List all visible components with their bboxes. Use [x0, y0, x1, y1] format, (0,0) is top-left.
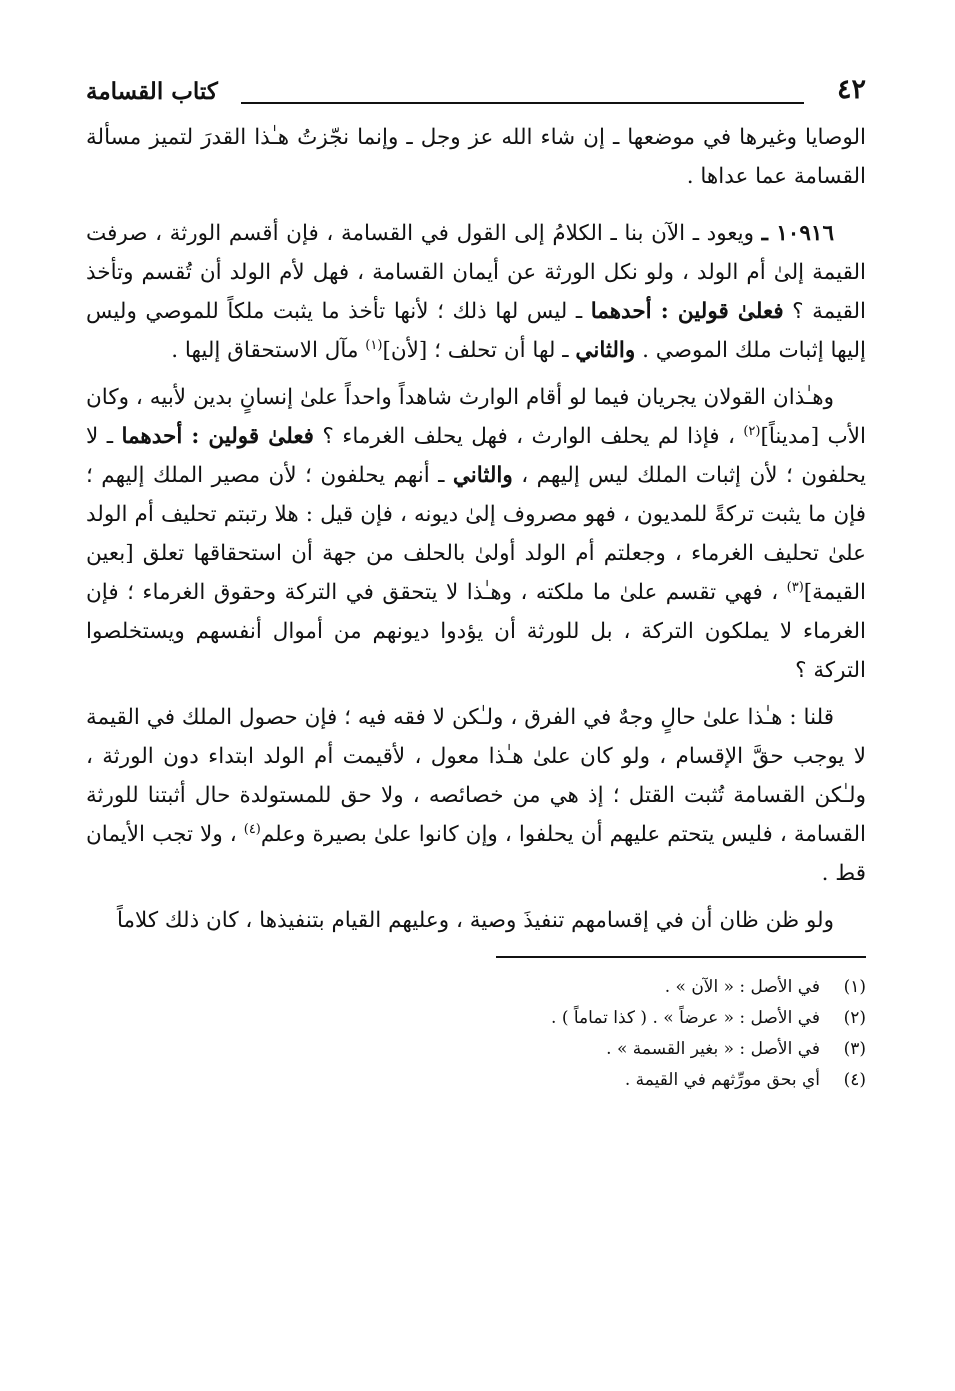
- bold-text: فعلىٰ قولين : أحدهما: [590, 299, 784, 324]
- text-run: ، فهي تقسم علىٰ ما ملكته ، وهـٰذا لا يتحقق في التركة وحقوق الغرماء ؛ فإن الغرماء لا يملكون التركة ، بل للورثة أن يؤدوا ديونهم من أموال أنفسهم ويستخلصوا التركة ؟: [86, 580, 866, 683]
- paragraph-continuation: [86, 118, 866, 196]
- paragraph-two-opinions: [86, 378, 866, 690]
- footnote-text: أي بحق مورِّثهم في القيمة .: [624, 1070, 820, 1090]
- footnote-text: في الأصل : « عرضاً » . ( كذا تماماً ) .: [551, 1008, 820, 1028]
- footnote-ref: (٢): [743, 423, 761, 439]
- footnote-text: في الأصل : « بغير القسمة » .: [606, 1039, 820, 1059]
- footnote-item: [86, 1003, 866, 1034]
- footnote-ref: (١): [365, 337, 383, 353]
- running-title: كتاب القسامة: [86, 78, 218, 105]
- footnote-item: [86, 1034, 866, 1065]
- footnote-ref: (٤): [243, 821, 261, 837]
- footnote-ref: (٣): [786, 579, 804, 595]
- text-run: قلنا : هـٰذا علىٰ حالٍ وجهٌ في الفرق ، ولـٰكن لا فقه فيه ؛ فإن حصول الملك في القيمة لا يوجب حقَّ الإقسام ، ولو كان علىٰ هـٰذا معول ، لأقيمت أم الولد ابتداء دون الورثة ، ولـٰكن القسامة تُثبت القتل ؛ إذ هي من خصائصه ، ولا حق للمستولدة حال أثبتنا للورثة القسامة ، فليس يتحتم عليهم أن يحلفوا ، وإن كانوا علىٰ بصيرة وعلم: [86, 705, 866, 847]
- footnote-number: (٤): [843, 1070, 866, 1090]
- book-page: [86, 70, 866, 1096]
- bold-text: والثاني: [575, 338, 636, 363]
- footnote-item: [86, 1065, 866, 1096]
- text-run: الوصايا وغيرها في موضعها ـ إن شاء الله عز وجل ـ وإنما نجّزتُ هـٰذا القدرَ لتميز مسألة القسامة عما عداها .: [86, 125, 866, 189]
- page-header: [86, 70, 866, 110]
- text-run: ـ أنهم يحلفون ؛ لأن مصير الملك إليهم ؛ فإن ما يثبت تركةً للمديون ، فهو مصروف إلىٰ ديونه ، فإن قيل : هلا رتبتم تحليف أم الولد علىٰ تحليف الغرماء ، وجعلتم أم الولد أولىٰ بالحلف من جهة أن استحقاقها تعلق [بعين القيمة]: [86, 463, 866, 605]
- text-run: مآل الاستحقاق إليها .: [171, 338, 366, 363]
- text-run: ـ ليس لها ذلك ؛ لأنها تأخذ ما يثبت ملكاً للموصي وليس إليها إثبات ملك الموصي .: [86, 299, 866, 363]
- paragraph-final: [86, 901, 866, 940]
- paragraph-10916: [86, 214, 866, 370]
- text-run: ، فإذا لم يحلف الوارث ، فهل يحلف الغرماء ؟: [313, 424, 744, 449]
- bold-text: فعلىٰ قولين : أحدهما: [121, 424, 314, 449]
- footnote-number: (٢): [843, 1008, 866, 1028]
- text-run: وهـٰذان القولان يجريان فيما لو أقام الوارث شاهداً واحداً علىٰ إنسانٍ بدين لأبيه ، وكان الأب [مديناً]: [86, 385, 866, 449]
- text-run: ولو ظن ظان أن في إقسامهم تنفيذَ وصية ، وعليهم القيام بتنفيذها ، كان ذلك كلاماً: [116, 908, 834, 933]
- footnote-item: [86, 972, 866, 1003]
- text-run: ـ لا يحلفون ؛ لأن إثبات الملك ليس إليهم ،: [86, 424, 866, 488]
- header-rule: [241, 102, 804, 104]
- text-run: ، ولا تجب الأيمان قط .: [86, 822, 866, 886]
- footnotes: [86, 972, 866, 1096]
- main-text: [86, 118, 866, 940]
- text-run: ويعود ـ الآن بنا ـ الكلامُ إلى القول في القسامة ، فإن أقسم الورثة ، صرفت القيمة إلىٰ أم الولد ، ولو نكل الورثة عن أيمان القسامة ، فهل لأم الولد أن تُقسم وتأخذ القيمة ؟: [86, 221, 866, 324]
- footnote-number: (٣): [843, 1039, 866, 1059]
- text-run: ـ لها أن تحلف ؛ [لأن]: [382, 338, 576, 363]
- footnote-text: في الأصل : « الآن » .: [664, 977, 820, 997]
- paragraph-reply: [86, 698, 866, 893]
- footnote-number: (١): [843, 977, 866, 997]
- page-number: ٤٢: [836, 74, 866, 105]
- footnote-separator: [496, 956, 866, 958]
- bold-text: ١٠٩١٦ ـ: [761, 221, 834, 246]
- bold-text: والثاني: [452, 463, 513, 488]
